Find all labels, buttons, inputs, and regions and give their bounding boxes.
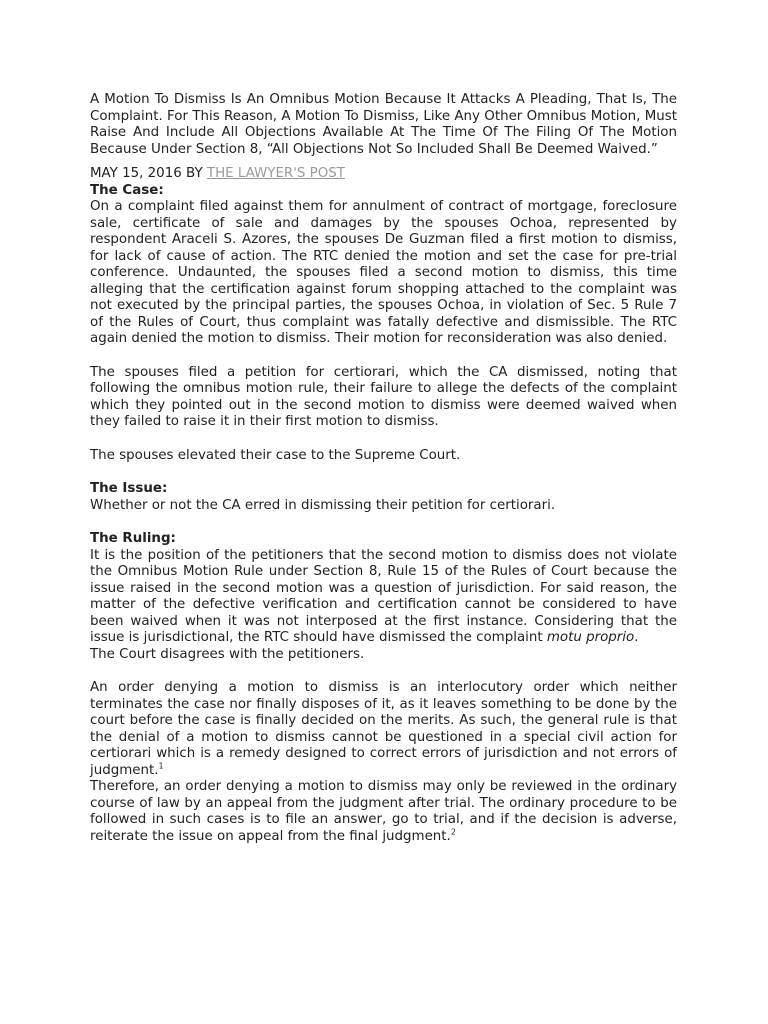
ruling-paragraph-4: [90, 779, 677, 845]
ruling-paragraph-2: The Court disagrees with the petitioners.: [90, 646, 365, 662]
ruling-paragraph-1-text: It is the position of the petitioners that the second motion to dismiss does not violate the Omnibus Motion Rule under Section 8, Rule 15 of the Rules of Court because the issue raised in the second motion was a question of jurisdiction. For said reason, the matter of the defective verification and certification cannot be considered to have been waived when it was not interposed at the first instance. Considering that the issue is jurisdictional, the RTC should have dismissed the complaint: [90, 547, 677, 645]
article-body: [90, 92, 677, 845]
issue-heading: The Issue:: [90, 481, 168, 496]
issue-text: Whether or not the CA erred in dismissing their petition for certiorari.: [90, 497, 556, 513]
motu-proprio-italic: motu proprio: [546, 630, 635, 645]
ruling-paragraph-1: [90, 548, 677, 647]
footnote-ref-1: 1: [158, 761, 164, 771]
ruling-paragraph-1-end: .: [634, 630, 639, 645]
ruling-paragraph-4-text: Therefore, an order denying a motion to dismiss may only be reviewed in the ordinary course of law by an appeal from the judgment after trial. The ordinary procedure to be followed in such cases is to file an answer, go to trial, and if the decision is adverse, reiterate the issue on appeal from the final judgment.: [90, 779, 677, 844]
case-paragraph-1: On a complaint filed against them for annulment of contract of mortgage, foreclosure sale, certificate of sale and damages by the spouses Ochoa, represented by respondent Araceli S. Azores, the spouses De Guzman filed a first motion to dismiss, for lack of cause of action. The RTC denied the motion and set the case for pre-trial conference. Undaunted, the spouses filed a second motion to dismiss, this time alleging that the certification against forum shopping attached to the complaint was not executed by the principal parties, the spouses Ochoa, in violation of Sec. 5 Rule 7 of the Rules of Court, thus complaint was fatally defective and dismissible. The RTC again denied the motion to dismiss. Their motion for reconsideration was also denied.: [90, 199, 677, 346]
case-paragraph-2: The spouses filed a petition for certiorari, which the CA dismissed, noting that following the omnibus motion rule, their failure to allege the defects of the complaint which they pointed out in the second motion to dismiss were deemed waived when they failed to raise it in their first motion to dismiss.: [90, 364, 677, 429]
case-heading: The Case:: [90, 182, 164, 198]
post-date: MAY 15, 2016 BY: [90, 166, 207, 181]
article-title: A Motion To Dismiss Is An Omnibus Motion Because It Attacks A Pleading, That Is, The Complaint. For This Reason, A Motion To Dismiss, Like Any Other Omnibus Motion, Must Raise And Include All Objections Available At The Time Of The Filing Of The Motion Because Under Section 8, “All Objections Not So Included Shall Be Deemed Waived.”: [90, 92, 677, 157]
ruling-paragraph-3: [90, 680, 677, 779]
footnote-ref-2: 2: [450, 827, 456, 837]
ruling-heading: The Ruling:: [90, 531, 176, 546]
author-link[interactable]: THE LAWYER'S POST: [206, 166, 345, 181]
byline: [90, 166, 677, 183]
ruling-paragraph-3-text: An order denying a motion to dismiss is an interlocutory order which neither terminates the case nor finally disposes of it, as it leaves something to be done by the court before the case is finally decided on the merits. As such, the general rule is that the denial of a motion to dismiss cannot be questioned in a special civil action for certiorari which is a remedy designed to correct errors of jurisdiction and not errors of judgment.: [90, 680, 677, 778]
case-paragraph-3: The spouses elevated their case to the Supreme Court.: [90, 447, 461, 463]
